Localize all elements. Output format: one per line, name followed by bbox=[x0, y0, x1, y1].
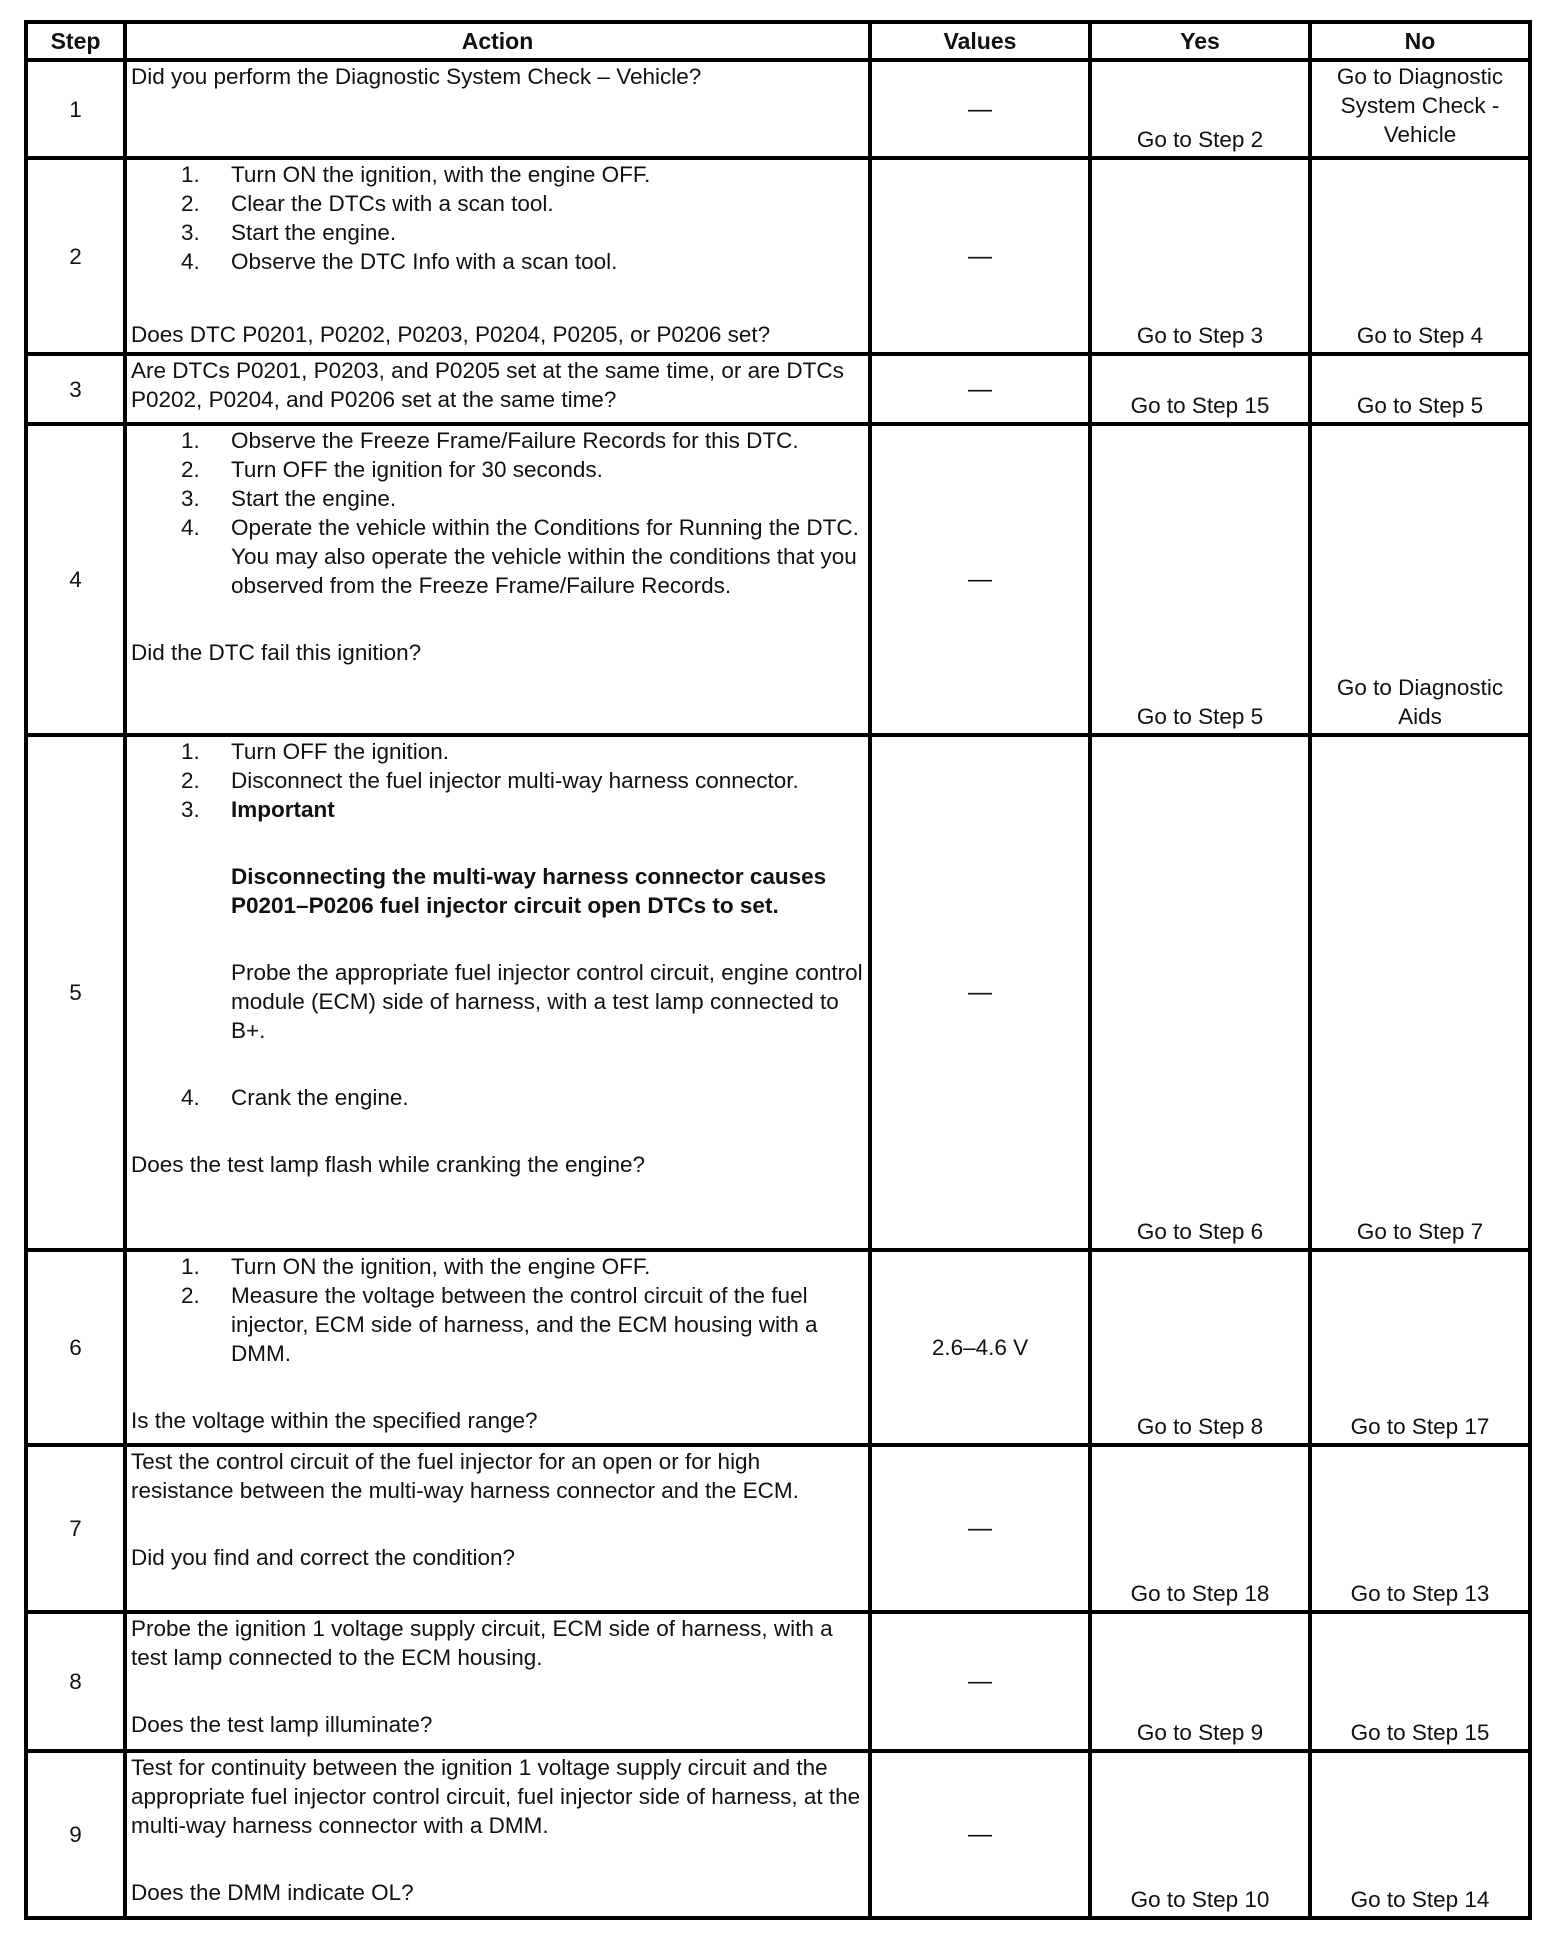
list-item: 3. Start the engine. bbox=[181, 220, 397, 245]
value-cell: — bbox=[870, 1445, 1090, 1612]
action-cell bbox=[125, 1250, 870, 1445]
no-cell: Go to Step 4 bbox=[1310, 158, 1530, 354]
table-row bbox=[26, 158, 1530, 354]
action-cell bbox=[125, 1612, 870, 1751]
action-question: Does the test lamp illuminate? bbox=[131, 1712, 433, 1737]
header-step: Step bbox=[26, 22, 125, 60]
table-row bbox=[26, 60, 1530, 158]
list-item: 4. Observe the DTC Info with a scan tool. bbox=[181, 249, 618, 274]
action-question: Did you find and correct the condition? bbox=[131, 1545, 515, 1570]
list-item: 1. Turn ON the ignition, with the engine OFF. bbox=[181, 1254, 651, 1279]
table-row bbox=[26, 1751, 1530, 1918]
action-question: Is the voltage within the specified range? bbox=[131, 1408, 538, 1433]
value-cell: — bbox=[870, 1751, 1090, 1918]
action-cell bbox=[125, 1751, 870, 1918]
list-item: 1. Observe the Freeze Frame/Failure Records for this DTC. bbox=[181, 428, 799, 453]
yes-cell: Go to Step 18 bbox=[1090, 1445, 1310, 1612]
probe-instruction: Probe the appropriate fuel injector control circuit, engine control module (ECM) side of harness, with a test lamp connected to B+. bbox=[231, 960, 863, 1043]
no-cell: Go to Step 5 bbox=[1310, 354, 1530, 424]
no-cell: Go to Step 15 bbox=[1310, 1612, 1530, 1751]
step-number: 8 bbox=[26, 1612, 125, 1751]
table-row bbox=[26, 1250, 1530, 1445]
step-number: 6 bbox=[26, 1250, 125, 1445]
action-text: Probe the ignition 1 voltage supply circuit, ECM side of harness, with a test lamp connected to the ECM housing. bbox=[131, 1616, 833, 1670]
no-cell: Go to Diagnostic System Check - Vehicle bbox=[1310, 60, 1530, 158]
list-item: 3. Important Disconnecting the multi-way harness connector causes P0201–P0206 fuel injector circuit open DTCs to set. Probe the appropriate fuel injector control circuit, engine control module (ECM) side of harness, with a test lamp connected to B+. bbox=[181, 797, 863, 1043]
list-item: 4. Operate the vehicle within the Conditions for Running the DTC. You may also operate the vehicle within the conditions that you observed from the Freeze Frame/Failure Records. bbox=[181, 515, 859, 598]
action-text: Did you perform the Diagnostic System Check – Vehicle? bbox=[131, 64, 702, 89]
important-note: Disconnecting the multi-way harness connector causes P0201–P0206 fuel injector circuit open DTCs to set. bbox=[231, 864, 827, 918]
header-values: Values bbox=[870, 22, 1090, 60]
list-item: 3. Start the engine. bbox=[181, 486, 397, 511]
header-row bbox=[26, 22, 1530, 60]
value-cell: — bbox=[870, 158, 1090, 354]
action-cell bbox=[125, 354, 870, 424]
action-cell bbox=[125, 735, 870, 1250]
list-item: 2. Disconnect the fuel injector multi-way harness connector. bbox=[181, 768, 799, 793]
important-label: Important bbox=[231, 797, 335, 822]
value-cell: — bbox=[870, 735, 1090, 1250]
diagnostic-table bbox=[24, 20, 1532, 1920]
header-action: Action bbox=[125, 22, 870, 60]
action-text: Test the control circuit of the fuel injector for an open or for high resistance between the multi-way harness connector and the ECM. bbox=[131, 1449, 799, 1503]
action-text: Test for continuity between the ignition 1 voltage supply circuit and the appropriate fuel injector control circuit, fuel injector side of harness, at the multi-way harness connector with a DMM. bbox=[131, 1755, 861, 1838]
action-question: Did the DTC fail this ignition? bbox=[131, 640, 422, 665]
no-cell: Go to Step 7 bbox=[1310, 735, 1530, 1250]
value-cell: — bbox=[870, 1612, 1090, 1751]
value-cell: 2.6–4.6 V bbox=[870, 1250, 1090, 1445]
action-question: Does the test lamp flash while cranking the engine? bbox=[131, 1152, 646, 1177]
action-question: Does the DMM indicate OL? bbox=[131, 1880, 414, 1905]
step-number: 7 bbox=[26, 1445, 125, 1612]
step-number: 5 bbox=[26, 735, 125, 1250]
value-cell: — bbox=[870, 60, 1090, 158]
yes-cell: Go to Step 10 bbox=[1090, 1751, 1310, 1918]
action-cell bbox=[125, 60, 870, 158]
action-steps-list bbox=[131, 1252, 864, 1368]
step-number: 2 bbox=[26, 158, 125, 354]
action-steps-list bbox=[131, 737, 864, 1112]
diagnostic-table-page bbox=[24, 20, 1528, 1920]
table-row bbox=[26, 424, 1530, 735]
no-cell: Go to Step 13 bbox=[1310, 1445, 1530, 1612]
value-cell: — bbox=[870, 424, 1090, 735]
value-cell: — bbox=[870, 354, 1090, 424]
step-number: 4 bbox=[26, 424, 125, 735]
list-item: 1. Turn ON the ignition, with the engine OFF. bbox=[181, 162, 651, 187]
table-row bbox=[26, 735, 1530, 1250]
list-item: 2. Measure the voltage between the control circuit of the fuel injector, ECM side of harness, and the ECM housing with a DMM. bbox=[181, 1283, 818, 1366]
action-question: Does DTC P0201, P0202, P0203, P0204, P0205, or P0206 set? bbox=[131, 322, 771, 347]
table-row bbox=[26, 1445, 1530, 1612]
table-row bbox=[26, 354, 1530, 424]
no-cell: Go to Step 17 bbox=[1310, 1250, 1530, 1445]
action-cell bbox=[125, 424, 870, 735]
list-item: 2. Clear the DTCs with a scan tool. bbox=[181, 191, 554, 216]
yes-cell: Go to Step 5 bbox=[1090, 424, 1310, 735]
yes-cell: Go to Step 15 bbox=[1090, 354, 1310, 424]
yes-cell: Go to Step 2 bbox=[1090, 60, 1310, 158]
action-text: Are DTCs P0201, P0203, and P0205 set at the same time, or are DTCs P0202, P0204, and P0206 set at the same time? bbox=[131, 358, 844, 412]
list-item: 4. Crank the engine. bbox=[181, 1085, 409, 1110]
no-cell: Go to Step 14 bbox=[1310, 1751, 1530, 1918]
action-cell bbox=[125, 1445, 870, 1612]
step-number: 9 bbox=[26, 1751, 125, 1918]
action-cell bbox=[125, 158, 870, 354]
table-row bbox=[26, 1612, 1530, 1751]
yes-cell: Go to Step 6 bbox=[1090, 735, 1310, 1250]
step-number: 1 bbox=[26, 60, 125, 158]
header-no: No bbox=[1310, 22, 1530, 60]
yes-cell: Go to Step 9 bbox=[1090, 1612, 1310, 1751]
no-cell: Go to Diagnostic Aids bbox=[1310, 424, 1530, 735]
action-steps-list bbox=[131, 426, 864, 600]
list-item: 2. Turn OFF the ignition for 30 seconds. bbox=[181, 457, 603, 482]
header-yes: Yes bbox=[1090, 22, 1310, 60]
step-number: 3 bbox=[26, 354, 125, 424]
list-item: 1. Turn OFF the ignition. bbox=[181, 739, 450, 764]
yes-cell: Go to Step 8 bbox=[1090, 1250, 1310, 1445]
yes-cell: Go to Step 3 bbox=[1090, 158, 1310, 354]
action-steps-list bbox=[131, 160, 864, 276]
